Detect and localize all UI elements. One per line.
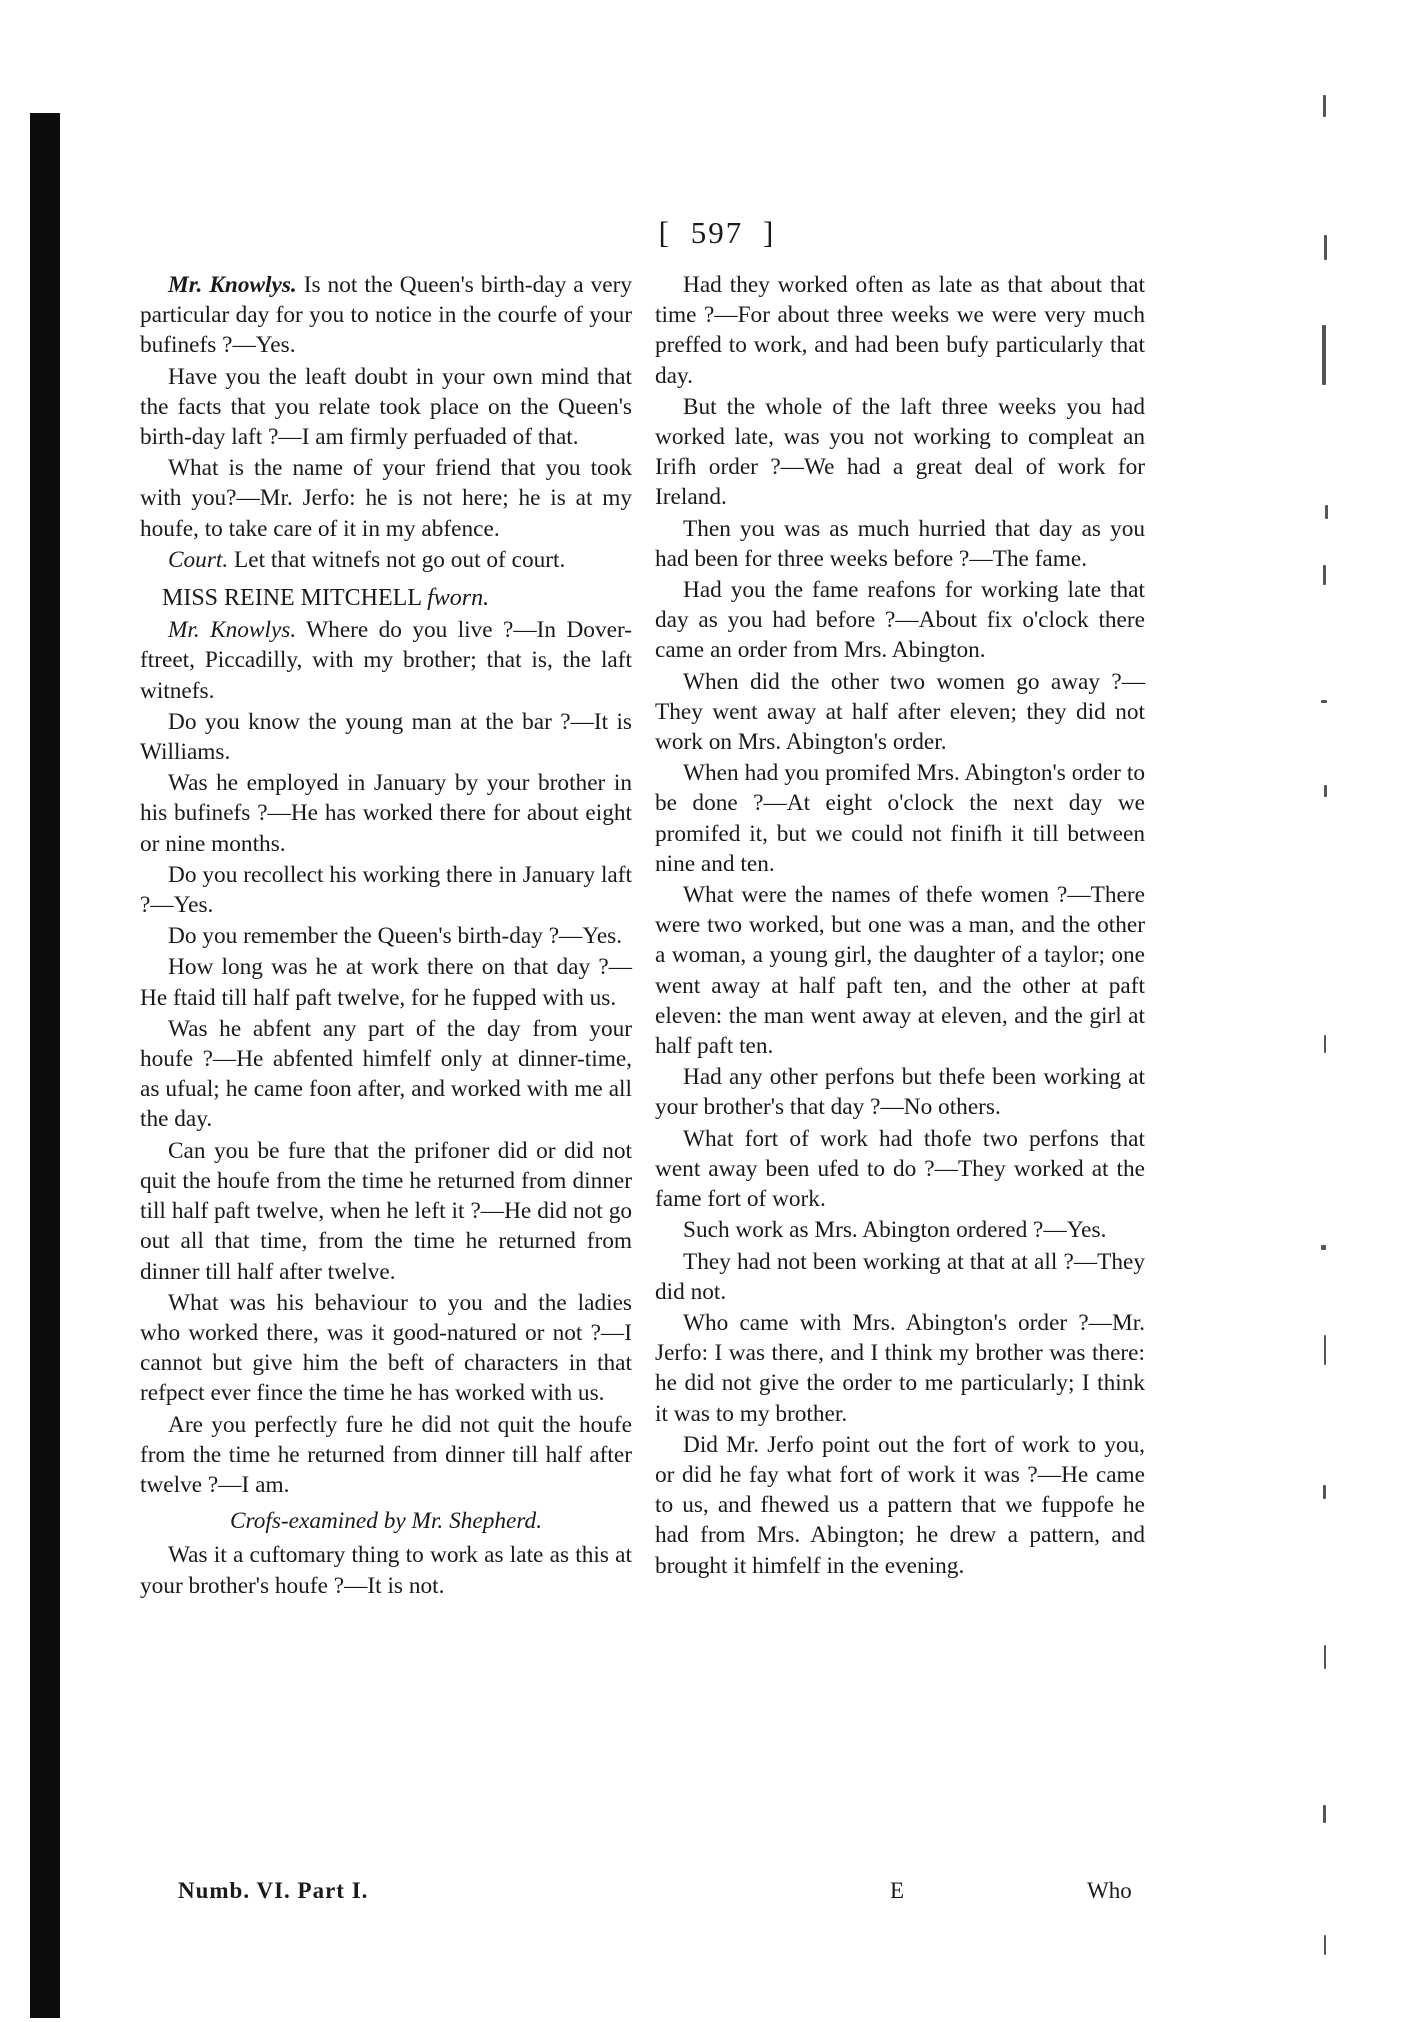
margin-speckles xyxy=(1315,85,1335,1975)
speaker-label: Mr. Knowlys. xyxy=(168,617,297,644)
witness-heading xyxy=(162,583,632,613)
witness-name: MISS REINE MITCHELL xyxy=(162,585,422,612)
left-column xyxy=(140,270,632,1602)
signature-mark: E xyxy=(890,1878,905,1903)
paragraph: Do you remember the Queen's birth-day ?—Yes. xyxy=(168,923,623,950)
paragraph: What was his behaviour to you and the ladies who worked there, was it good-natured or not ?—I cannot but give him the beft of characters in that refpect ever fince the time he has worked with us. xyxy=(140,1289,632,1407)
right-column xyxy=(655,270,1145,1582)
part-value: I. xyxy=(351,1878,369,1903)
catchword: Who xyxy=(1087,1878,1132,1903)
paragraph-text: Is not the Queen's birth-day a very particular day for you to notice in the courfe of your bufinefs ?—Yes. xyxy=(140,272,632,359)
page-number: 597 xyxy=(690,215,744,250)
paragraph xyxy=(140,615,632,706)
paragraph: When did the other two women go away ?—They went away at half after eleven; they did not work on Mrs. Abington's order. xyxy=(655,668,1145,756)
paragraph: How long was he at work there on that day ?—He ftaid till half paft twelve, for he fupped with us. xyxy=(140,954,632,1011)
page-header xyxy=(0,215,1424,251)
paragraph-text: Let that witnefs not go out of court. xyxy=(228,546,566,573)
paragraph: Who came with Mrs. Abington's order ?—Mr. Jerfo: I was there, and I think my brother was there: he did not give the order to me particularly; I think it was to my brother. xyxy=(655,1309,1145,1427)
paragraph xyxy=(140,545,632,575)
paragraph: Was he employed in January by your brother in his bufinefs ?—He has worked there for about eight or nine months. xyxy=(140,770,632,857)
numb-value: VI. xyxy=(256,1878,291,1903)
paragraph: What fort of work had thofe two perfons that went away been ufed to do ?—They worked at the fame fort of work. xyxy=(655,1125,1145,1213)
paragraph: What is the name of your friend that you took with you?—Mr. Jerfo: he is not here; he is at my houfe, to take care of it in my abfence. xyxy=(140,455,632,542)
witness-sworn: fworn. xyxy=(427,585,490,612)
paragraph: Do you know the young man at the bar ?—It is Williams. xyxy=(140,708,632,766)
paragraph: Did Mr. Jerfo point out the fort of work to you, or did he fay what fort of work it was ?—He came to us, and fhewed us a pattern that we fuppofe he had from Mrs. Abington; he drew a pattern, and brought it himfelf in the evening. xyxy=(655,1431,1145,1579)
paragraph: Had you the fame reafons for working late that day as you had before ?—About fix o'clock there came an order from Mrs. Abington. xyxy=(655,577,1145,664)
paragraph: But the whole of the laft three weeks you had worked late, was you not working to compleat an Irifh order ?—We had a great deal of work for Ireland. xyxy=(655,393,1145,511)
cross-examination-heading: Crofs-examined by Mr. Shepherd. xyxy=(229,1508,543,1535)
paragraph: Had they worked often as late as that about that time ?—For about three weeks we were very much preffed to work, and had been bufy particularly that day. xyxy=(655,272,1145,389)
paragraph: What were the names of thefe women ?—There were two worked, but one was a man, and the other a woman, a young girl, the daughter of a taylor; one went away at half paft ten, and the other at paft eleven: the man went away at eleven, and the girl at half paft ten. xyxy=(655,882,1145,1060)
header-bracket-open: [ xyxy=(658,215,671,250)
paragraph: Are you perfectly fure he did not quit the houfe from the time he returned from dinner till half after twelve ?—I am. xyxy=(140,1411,632,1498)
paragraph: Had any other perfons but thefe been working at your brother's that day ?—No others. xyxy=(655,1064,1145,1121)
paragraph: When had you promifed Mrs. Abington's order to be done ?—At eight o'clock the next day we promifed it, but we could not finifh it till between nine and ten. xyxy=(655,760,1145,877)
paragraph: Was he abfent any part of the day from your houfe ?—He abfented himfelf only at dinner-time, as ufual; he came foon after, and worked with me all the day. xyxy=(140,1015,632,1133)
speaker-label: Court. xyxy=(168,546,229,573)
paragraph: They had not been working at that at all ?—They did not. xyxy=(655,1248,1145,1305)
paragraph: Was it a cuftomary thing to work as late as this at your brother's houfe ?—It is not. xyxy=(140,1542,632,1599)
numb-label: Numb. xyxy=(178,1878,251,1903)
speaker-label: Mr. Knowlys. xyxy=(168,272,297,298)
binding-edge xyxy=(30,113,60,2018)
paragraph: Have you the leaft doubt in your own mind that the facts that you relate took place on the Queen's birth-day laft ?—I am firmly perfuaded of that. xyxy=(140,363,632,451)
part-label: Part xyxy=(297,1878,345,1903)
paragraph: Then you was as much hurried that day as you had been for three weeks before ?—The fame. xyxy=(655,515,1145,572)
header-bracket-close: ] xyxy=(763,215,776,250)
numb-part-footer xyxy=(178,1878,368,1904)
paragraph: Can you be fure that the prifoner did or did not quit the houfe from the time he returned from dinner till half paft twelve, when he left it ?—He did not go out all that time, from the time he returned from dinner till half after twelve. xyxy=(140,1137,632,1285)
paragraph xyxy=(140,270,632,361)
paragraph: Such work as Mrs. Abington ordered ?—Yes. xyxy=(683,1217,1107,1244)
paragraph-text: Where do you live ?—In Dover-ftreet, Piccadilly, with my brother; that is, the laft witnefs. xyxy=(140,617,632,704)
paragraph: Do you recollect his working there in January laft ?—Yes. xyxy=(140,861,632,919)
